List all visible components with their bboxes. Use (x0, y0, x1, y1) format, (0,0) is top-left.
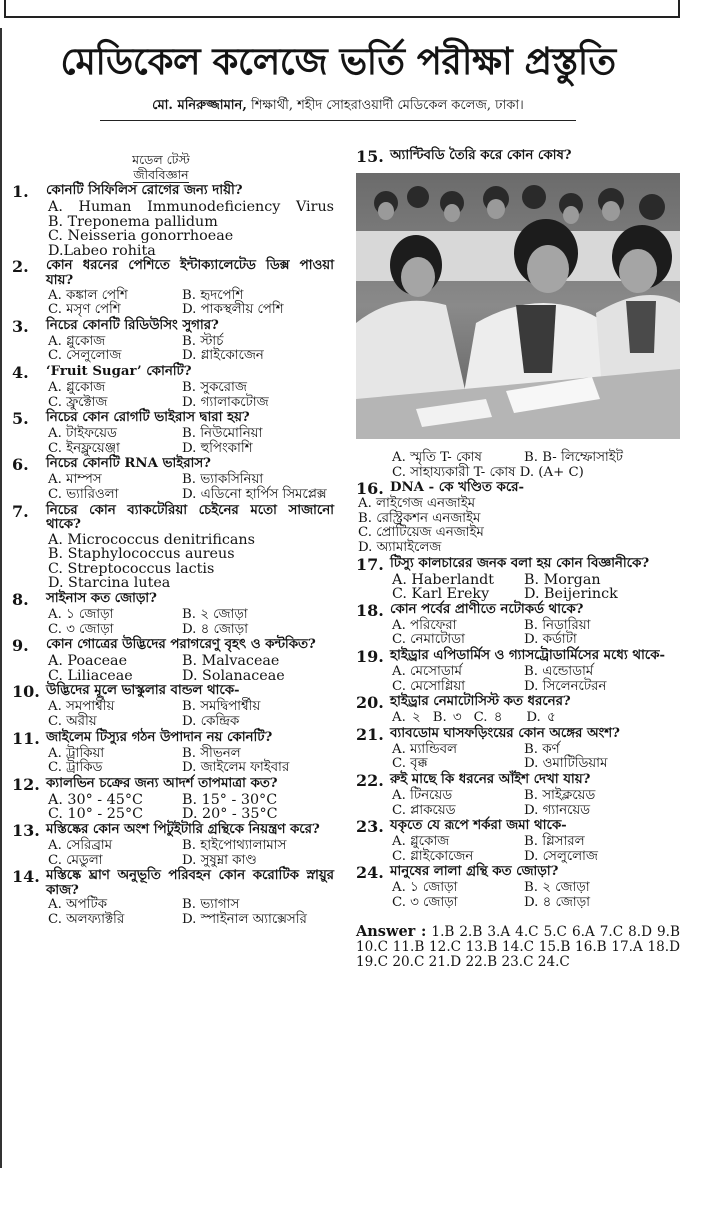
question-text: কোন পর্বের প্রাণীতে নটোকর্ড থাকে? (390, 601, 584, 617)
option: A. পরিফেরা (392, 617, 457, 633)
question-text: ক্যালভিন চক্রের জন্য আদর্শ তাপমাত্রা কত? (46, 775, 278, 791)
author-name: মো. মনিরুজ্জামান, (152, 98, 247, 113)
option: A. সমপার্শ্বীয় (48, 699, 115, 715)
answer-values: 1.B 2.B 3.A 4.C 5.C 6.A 7.C 8.D 9.B 10.C 11.B 12.C 13.B 14.C 15.B 16.B 17.A 18.D 19.C 20.C 21.D 22.B 23.C 24.C (356, 924, 680, 971)
question-number: 22. (356, 770, 384, 790)
question-number: 13. (12, 821, 40, 840)
option: D. সিলেনটেরন (524, 678, 607, 694)
question-1 (12, 184, 334, 200)
question-13 (12, 823, 334, 839)
question-text: টিস্যু কালচারের জনক বলা হয় কোন বিজ্ঞানীকে? (390, 555, 650, 571)
option: C. প্লাকয়েড (392, 802, 456, 818)
question-number: 21. (356, 724, 384, 744)
question-number: 14. (12, 867, 40, 887)
option: D. ৪ জোড়া (182, 621, 248, 637)
option: D. সেলুলোজ (524, 848, 598, 864)
option: B. ভ্যাকসিনিয়া (182, 472, 264, 488)
option: C. Neisseria gonorrhoeae (48, 228, 234, 245)
option: A. গ্লুকোজ (392, 834, 450, 850)
option: B. সীভনল (182, 745, 241, 761)
question-text: মস্তিষ্কে ঘ্রাণ অনুভূতি পরিবহন কোন করোটিক স্নায়ুর কাজ? (46, 868, 334, 898)
question-24 (356, 865, 680, 881)
question-text: মস্তিষ্কের কোন অংশ পিটুইটারি গ্রন্থিকে নিয়ন্ত্রণ করে? (46, 822, 320, 837)
option: C. Liliaceae (48, 667, 133, 684)
question-10-options (12, 700, 334, 729)
option: D. সুষুম্না কাণ্ড (182, 852, 257, 868)
option: D. Beijerinck (524, 586, 618, 603)
subject-label: জীববিজ্ঞান (133, 167, 189, 182)
option: D. Starcina lutea (48, 575, 171, 592)
option: D. Solanaceae (182, 667, 285, 684)
question-21-options (356, 743, 680, 772)
question-number: 8. (12, 590, 29, 610)
question-8-options (12, 608, 334, 637)
option: C. সাহায্যকারী T- কোষ D. (A+ C) (392, 464, 584, 480)
top-frame-border (4, 0, 680, 18)
question-18 (356, 600, 680, 620)
question-8 (12, 592, 334, 608)
question-text: নিচের কোনটি রিডিউসিং সুগার? (46, 317, 219, 333)
question-11 (12, 728, 334, 748)
option: C. 10° - 25°C (48, 806, 144, 823)
question-number: 12. (12, 774, 40, 794)
question-text: মানুষের লালা গ্রন্থি কত জোড়া? (390, 864, 559, 880)
left-column-rule (0, 28, 2, 1168)
question-12 (12, 774, 334, 794)
option: B. 15° - 30°C (182, 791, 278, 808)
left-column (12, 152, 334, 928)
option: A. লাইগেজ এনজাইম (358, 496, 476, 512)
option: B. ৩ (432, 710, 462, 726)
question-17 (356, 554, 680, 574)
option: A. সেরিব্রাম (48, 838, 113, 853)
model-test-label: মডেল টেস্ট (132, 152, 190, 167)
question-23-options (356, 835, 680, 864)
question-text: DNA - কে খণ্ডিত করে- (390, 480, 525, 496)
question-number: 19. (356, 646, 384, 666)
option: D. ওমাটিডিয়াম (524, 756, 608, 772)
option: B. Staphylococcus aureus (48, 546, 235, 563)
question-4 (12, 362, 334, 382)
question-text: হাইড্রার নেমাটোসিস্ট কত ধরনের? (390, 694, 571, 710)
question-text: ‘Fruit Sugar’ কোনটি? (46, 363, 192, 379)
question-text: হাইড্রার এপিডার্মিস ও গ্যাসট্রোডার্মিসের মধ্যে থাকে- (390, 647, 665, 663)
question-18-options (356, 619, 680, 648)
option: D. কর্ডাটা (524, 632, 577, 648)
question-text: নিচের কোন ব্যাকটেরিয়া চেইনের মতো সাজানো থাকে? (46, 502, 334, 533)
option: C. মেসোগ্লিয়া (392, 678, 466, 694)
option: A. Poaceae (48, 653, 128, 670)
option: A. Micrococcus denitrificans (48, 531, 255, 548)
question-17-options (356, 573, 680, 602)
option: C. প্রোটিয়েজ এনজাইম (358, 525, 484, 541)
question-5-options (12, 427, 334, 456)
question-19-options (356, 665, 680, 694)
question-text: সাইনাস কত জোড়া? (46, 591, 157, 607)
question-number: 10. (12, 682, 40, 702)
question-16-options (356, 497, 680, 555)
question-6-options (12, 473, 334, 502)
question-19 (356, 646, 680, 666)
option: A. মাম্পস (48, 472, 102, 488)
option: B. হৃদপেশি (182, 287, 244, 303)
option: C. সেলুলোজ (48, 348, 122, 364)
question-text: নিচের কোনটি RNA ভাইরাস? (46, 456, 211, 472)
option: A. ১ জোড়া (48, 607, 114, 623)
option: C. ৩ জোড়া (48, 621, 114, 637)
question-21 (356, 724, 680, 744)
question-text: উদ্ভিদের মূলে ভাস্কুলার বান্ডল থাকে- (46, 683, 240, 699)
option: C. Karl Ereky (392, 586, 490, 603)
question-1-options (12, 200, 334, 258)
question-text: কোন গোত্রের উদ্ভিদের পরাগরেণু বৃহৎ ও কন্টকিত? (46, 637, 316, 653)
option: A. ১ জোড়া (392, 880, 458, 896)
question-number: 9. (12, 636, 29, 656)
option: A. মেসোডার্ম (392, 663, 462, 679)
option: B. Morgan (524, 571, 601, 588)
question-15-options (356, 451, 680, 480)
option: B. Treponema pallidum (48, 213, 218, 230)
option: C. ট্রাকিড (48, 760, 103, 776)
question-7-options (12, 533, 334, 591)
option: A. টিনয়েড (392, 787, 453, 803)
question-number: 5. (12, 409, 29, 429)
answer-label: Answer : (356, 923, 427, 941)
question-text: ব্যাবডোম ঘাসফড়িংয়ের কোন অঙ্গের অংশ? (390, 725, 620, 741)
option: C. Streptococcus lactis (48, 560, 215, 577)
question-2 (12, 259, 334, 288)
question-number: 24. (356, 863, 384, 883)
option: B. নিডারিয়া (524, 617, 591, 633)
question-text: রুই মাছে কি ধরনের আঁইশ দেখা যায়? (390, 771, 591, 787)
question-3-options (12, 335, 334, 364)
option: C. ইনফ্লুয়েঞ্জা (48, 440, 120, 456)
question-14-options (12, 898, 334, 927)
question-text: কোন ধরনের পেশিতে ইন্টাক্যালেটেড ডিক্স পাওয়া যায়? (46, 258, 334, 288)
question-text: অ্যান্টিবডি তৈরি করে কোন কোষ? (390, 148, 572, 163)
option: C. মেডুলা (48, 852, 103, 868)
option: C. মসৃণ পেশি (48, 302, 121, 318)
option: A. Human Immunodeficiency Virus (48, 199, 334, 215)
question-number: 15. (356, 147, 384, 166)
question-number: 3. (12, 316, 29, 336)
option: D. ৫ (526, 710, 556, 726)
option: B. সমদ্বিপার্শ্বীয় (182, 699, 261, 715)
option: C. নেমাটোডা (392, 632, 465, 648)
question-6 (12, 457, 334, 473)
option: C. অরীয় (48, 714, 97, 730)
question-16 (356, 481, 680, 497)
option: D. গ্যালাকটোজ (182, 394, 269, 410)
option: C. বৃক্ক (392, 756, 428, 772)
option: D. এডিনো হার্পিস সিমপ্লেক্স (182, 486, 327, 502)
option: D. কেন্দ্রিক (182, 714, 240, 730)
question-number: 16. (356, 479, 384, 499)
question-22-options (356, 789, 680, 818)
answer-key (356, 924, 680, 970)
question-number: 18. (356, 600, 384, 620)
option: B. ২ জোড়া (524, 880, 590, 896)
question-number: 2. (12, 257, 29, 277)
question-14 (12, 869, 334, 898)
option: A. কঙ্কাল পেশি (48, 287, 128, 303)
question-2-options (12, 289, 334, 318)
option: D. জাইলেম ফাইবার (182, 760, 290, 776)
option: A. অপটিক (48, 897, 107, 913)
option: C. ৩ জোড়া (392, 894, 458, 910)
question-number: 17. (356, 554, 384, 574)
option: B. সুকরোজ (182, 379, 247, 395)
question-22 (356, 770, 680, 790)
right-column (356, 148, 680, 970)
question-13-options (12, 839, 334, 868)
option: B. হাইপোথ্যালামাস (182, 838, 287, 853)
option: D. অ্যামাইলেজ (358, 539, 442, 555)
author-affiliation: শিক্ষার্থী, শহীদ সোহরাওয়ার্দী মেডিকেল কলেজ, ঢাকা। (246, 98, 524, 113)
option: D. গ্লাইকোজেন (182, 348, 264, 364)
option: A. Haberlandt (392, 571, 495, 588)
question-9-options (12, 654, 334, 683)
option: B. সাইক্লয়েড (524, 787, 596, 803)
option: A. গ্লুকোজ (48, 333, 106, 349)
option: A. টাইফয়েড (48, 426, 117, 442)
question-text: কোনটি সিফিলিস রোগের জন্য দায়ী? (46, 183, 243, 198)
option: B. এন্ডোডার্ম (524, 663, 594, 679)
question-number: 20. (356, 693, 384, 713)
question-7 (12, 501, 334, 533)
question-20-options (356, 711, 680, 726)
question-11-options (12, 747, 334, 776)
option: B. Malvaceae (182, 653, 280, 670)
option: D. স্পাইনাল অ্যাক্সেসরি (182, 911, 307, 927)
option: D. 20° - 35°C (182, 806, 278, 823)
option: B. নিউমোনিয়া (182, 426, 263, 442)
option: B. B- লিম্ফোসাইট (524, 450, 623, 465)
option: A. গ্লুকোজ (48, 379, 106, 395)
question-text: নিচের কোন রোগটি ভাইরাস দ্বারা হয়? (46, 410, 250, 426)
page-title: মেডিকেল কলেজে ভর্তি পরীক্ষা প্রস্তুতি (60, 40, 616, 83)
option: B. কর্ণ (524, 741, 560, 757)
author-byline (100, 96, 576, 121)
question-number: 1. (12, 182, 29, 201)
option: D. ৪ জোড়া (524, 894, 590, 910)
option: B. স্টার্চ (182, 333, 224, 349)
question-9 (12, 638, 334, 654)
option: C. ভ্যারিওলা (48, 486, 119, 502)
question-5 (12, 411, 334, 427)
option: A. ট্রাকিয়া (48, 745, 105, 761)
option: C. গ্লাইকোজেন (392, 848, 474, 864)
option: D. গ্যানয়েড (524, 802, 590, 818)
option: B. ভ্যাগাস (182, 897, 240, 913)
section-header (0, 152, 334, 183)
option: B. রেস্ট্রিকশন এনজাইম (358, 510, 481, 526)
question-text: জাইলেম টিস্যুর গঠন উপাদান নয় কোনটি? (46, 729, 273, 745)
question-3 (12, 316, 334, 336)
option: C. ৪ (473, 710, 503, 726)
question-15 (356, 149, 680, 165)
option: D.Labeo rohita (48, 242, 156, 259)
students-exam-photo (356, 173, 680, 439)
question-number: 7. (12, 501, 29, 521)
question-12-options (12, 793, 334, 822)
option: A. 30° - 45°C (48, 791, 143, 808)
question-text: যকৃতে যে রূপে শর্করা জমা থাকে- (390, 818, 567, 834)
question-24-options (356, 881, 680, 910)
question-number: 11. (12, 728, 40, 748)
option: C. ফ্রুক্টোজ (48, 394, 108, 410)
option: A. ২ (392, 710, 421, 726)
option: B. ২ জোড়া (182, 607, 248, 623)
option: A. ম্যান্ডিবল (392, 741, 457, 757)
question-number: 6. (12, 455, 29, 475)
question-23 (356, 819, 680, 835)
question-number: 4. (12, 362, 29, 382)
question-4-options (12, 381, 334, 410)
option: B. গ্লিসারল (524, 834, 585, 850)
option: C. অলফ্যাক্টরি (48, 911, 125, 927)
option: D. হুপিংকাশি (182, 440, 253, 456)
question-20 (356, 695, 680, 711)
option: D. পাকস্থলীয় পেশি (182, 302, 284, 318)
question-number: 23. (356, 817, 384, 837)
option: A. স্মৃতি T- কোষ (392, 450, 482, 465)
